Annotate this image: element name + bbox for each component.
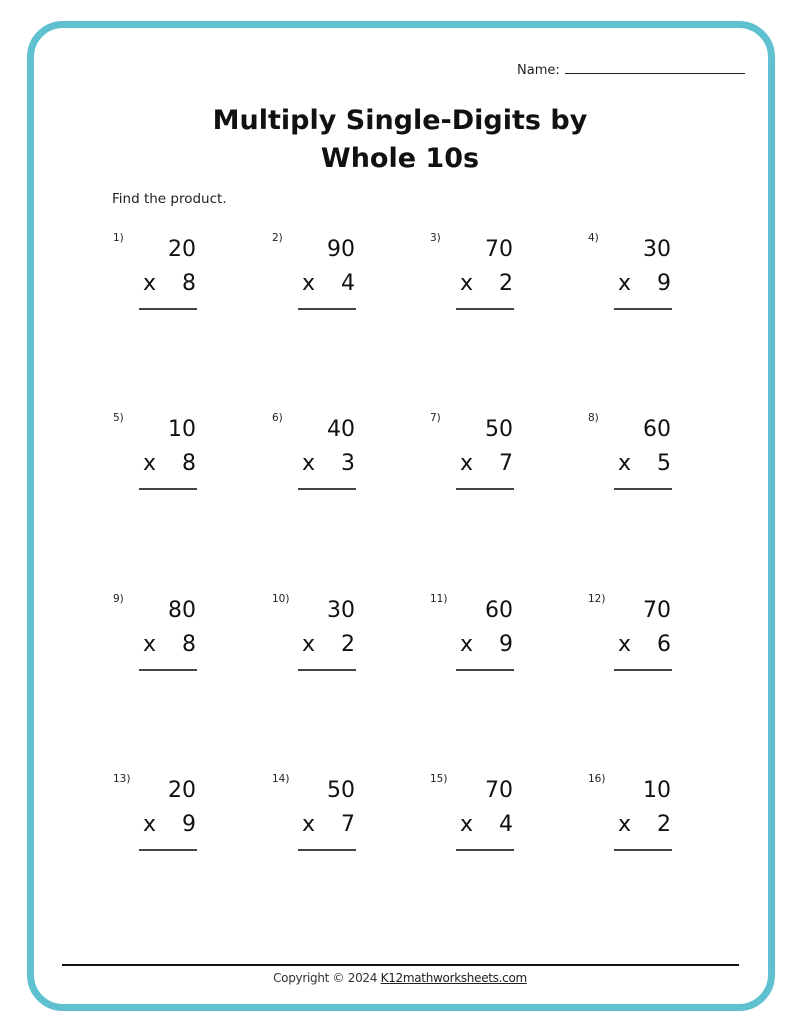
multiplier: 5 [657, 451, 671, 476]
problem-number: 8) [588, 412, 599, 424]
problem-14 [272, 773, 355, 853]
multiply-sign: x [460, 271, 474, 296]
multiply-sign: x [143, 632, 157, 657]
name-field [517, 61, 745, 78]
multiply-sign: x [460, 812, 474, 837]
multiplicand: 70 [485, 237, 513, 262]
answer-line[interactable] [139, 669, 197, 671]
multiplier: 9 [657, 271, 671, 296]
multiplicand: 40 [327, 417, 355, 442]
multiply-sign: x [618, 271, 632, 296]
multiply-sign: x [143, 812, 157, 837]
multiplier: 4 [499, 812, 513, 837]
answer-line[interactable] [139, 308, 197, 310]
multiplicand: 60 [485, 598, 513, 623]
worksheet-title [0, 102, 800, 178]
multiplicand: 80 [168, 598, 196, 623]
problem-number: 1) [113, 232, 124, 244]
multiplier: 9 [499, 632, 513, 657]
problem-6 [272, 412, 355, 492]
answer-line[interactable] [139, 488, 197, 490]
problem-number: 11) [430, 593, 448, 605]
answer-line[interactable] [298, 669, 356, 671]
problem-11 [430, 593, 513, 673]
multiply-sign: x [618, 451, 632, 476]
multiply-sign: x [302, 451, 316, 476]
multiplicand: 30 [327, 598, 355, 623]
site-link[interactable]: K12mathworksheets.com [380, 971, 527, 985]
answer-line[interactable] [614, 308, 672, 310]
multiplier: 8 [182, 271, 196, 296]
multiply-sign: x [302, 812, 316, 837]
problem-5 [113, 412, 196, 492]
multiply-sign: x [460, 632, 474, 657]
multiply-sign: x [618, 812, 632, 837]
problem-number: 2) [272, 232, 283, 244]
name-label: Name: [517, 63, 560, 78]
multiplier: 7 [499, 451, 513, 476]
problem-number: 12) [588, 593, 606, 605]
multiply-sign: x [460, 451, 474, 476]
multiplicand: 30 [643, 237, 671, 262]
multiplicand: 50 [327, 778, 355, 803]
multiplier: 2 [341, 632, 355, 657]
answer-line[interactable] [614, 669, 672, 671]
problem-number: 9) [113, 593, 124, 605]
instructions: Find the product. [112, 191, 227, 207]
problem-8 [588, 412, 671, 492]
multiplicand: 10 [643, 778, 671, 803]
multiplicand: 70 [485, 778, 513, 803]
answer-line[interactable] [139, 849, 197, 851]
problem-number: 7) [430, 412, 441, 424]
answer-line[interactable] [614, 849, 672, 851]
multiplier: 8 [182, 632, 196, 657]
problem-number: 4) [588, 232, 599, 244]
answer-line[interactable] [456, 488, 514, 490]
footer-divider [62, 964, 739, 966]
multiplier: 7 [341, 812, 355, 837]
multiplier: 8 [182, 451, 196, 476]
problem-1 [113, 232, 196, 312]
problem-number: 3) [430, 232, 441, 244]
answer-line[interactable] [298, 488, 356, 490]
answer-line[interactable] [456, 308, 514, 310]
problem-number: 16) [588, 773, 606, 785]
multiplicand: 90 [327, 237, 355, 262]
multiplier: 2 [499, 271, 513, 296]
problem-3 [430, 232, 513, 312]
multiply-sign: x [302, 632, 316, 657]
problem-7 [430, 412, 513, 492]
problem-15 [430, 773, 513, 853]
problem-13 [113, 773, 196, 853]
multiply-sign: x [618, 632, 632, 657]
multiply-sign: x [302, 271, 316, 296]
problem-number: 10) [272, 593, 290, 605]
problem-12 [588, 593, 671, 673]
multiplier: 6 [657, 632, 671, 657]
problem-number: 6) [272, 412, 283, 424]
title-line-1: Multiply Single-Digits by [212, 105, 588, 136]
name-blank-line[interactable] [565, 61, 745, 74]
multiply-sign: x [143, 451, 157, 476]
problem-number: 13) [113, 773, 131, 785]
multiplicand: 10 [168, 417, 196, 442]
answer-line[interactable] [456, 849, 514, 851]
answer-line[interactable] [456, 669, 514, 671]
answer-line[interactable] [298, 308, 356, 310]
multiplier: 2 [657, 812, 671, 837]
problem-number: 15) [430, 773, 448, 785]
problem-4 [588, 232, 671, 312]
answer-line[interactable] [614, 488, 672, 490]
multiplier: 4 [341, 271, 355, 296]
problem-number: 5) [113, 412, 124, 424]
multiplicand: 20 [168, 237, 196, 262]
copyright-text: Copyright © 2024 [273, 971, 381, 985]
multiplicand: 60 [643, 417, 671, 442]
problem-9 [113, 593, 196, 673]
multiplicand: 70 [643, 598, 671, 623]
multiply-sign: x [143, 271, 157, 296]
problem-16 [588, 773, 671, 853]
footer [0, 971, 800, 985]
title-line-2: Whole 10s [320, 143, 480, 174]
multiplicand: 20 [168, 778, 196, 803]
problem-10 [272, 593, 355, 673]
multiplicand: 50 [485, 417, 513, 442]
problem-number: 14) [272, 773, 290, 785]
answer-line[interactable] [298, 849, 356, 851]
problem-2 [272, 232, 355, 312]
multiplier: 3 [341, 451, 355, 476]
multiplier: 9 [182, 812, 196, 837]
